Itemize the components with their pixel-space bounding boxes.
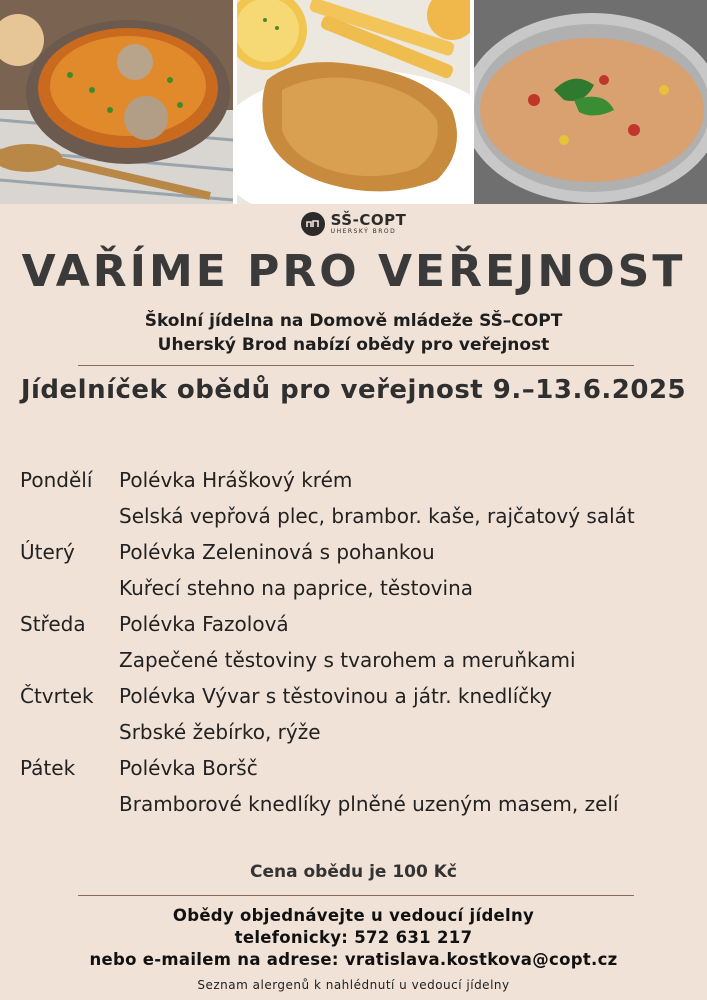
day-label: Pondělí <box>20 468 93 492</box>
main-dish: Zapečené těstoviny s tvarohem a meruňkami <box>119 648 576 672</box>
logo-name: SŠ-COPT <box>330 211 407 229</box>
menu-title: Jídelníček obědů pro veřejnost 9.–13.6.2025 <box>20 375 687 405</box>
main-dish: Bramborové knedlíky plněné uzeným masem, zelí <box>119 792 619 816</box>
soup: Polévka Vývar s těstovinou a játr. knedlíčky <box>119 684 552 708</box>
day-label: Čtvrtek <box>20 684 94 708</box>
schnitzel-photo <box>237 0 470 204</box>
soup: Polévka Boršč <box>119 756 258 780</box>
subtitle <box>0 309 707 357</box>
school-logo <box>0 212 707 236</box>
menu-row <box>20 750 700 786</box>
menu-row <box>20 714 700 750</box>
logo-sub: UHERSKÝ BROD <box>330 228 397 235</box>
day-label: Středa <box>20 612 86 636</box>
allergens-note: Seznam alergenů k nahlédnutí u vedoucí jídelny <box>197 978 510 992</box>
rice-photo <box>474 0 707 204</box>
day-label: Pátek <box>20 756 76 780</box>
order-phone: telefonicky: 572 631 217 <box>234 928 473 947</box>
logo-icon <box>301 212 325 236</box>
menu-row <box>20 786 700 822</box>
subtitle-line: Uherský Brod nabízí obědy pro veřejnost <box>157 335 550 355</box>
day-label: Úterý <box>20 540 75 564</box>
menu-row <box>20 642 700 678</box>
soup-photo <box>0 0 233 204</box>
menu-row <box>20 534 700 570</box>
divider <box>78 365 634 366</box>
soup: Polévka Hráškový krém <box>119 468 353 492</box>
food-photos <box>0 0 707 204</box>
main-dish: Srbské žebírko, rýže <box>119 720 321 744</box>
order-info <box>0 905 707 971</box>
order-line: Obědy objednávejte u vedoucí jídelny <box>172 906 535 925</box>
page-title: VAŘÍME PRO VEŘEJNOST <box>21 246 686 297</box>
weekly-menu <box>20 462 700 822</box>
menu-row <box>20 678 700 714</box>
soup: Polévka Zeleninová s pohankou <box>119 540 435 564</box>
divider <box>78 895 634 896</box>
price-text: Cena obědu je 100 Kč <box>250 862 457 882</box>
order-email: nebo e-mailem na adrese: vratislava.kostkova@copt.cz <box>89 950 618 969</box>
menu-row <box>20 606 700 642</box>
main-dish: Kuřecí stehno na paprice, těstovina <box>119 576 474 600</box>
subtitle-line: Školní jídelna na Domově mládeže SŠ–COPT <box>144 311 563 331</box>
menu-row <box>20 498 700 534</box>
main-dish: Selská vepřová plec, brambor. kaše, rajčatový salát <box>119 504 635 528</box>
menu-row <box>20 462 700 498</box>
menu-row <box>20 570 700 606</box>
soup: Polévka Fazolová <box>119 612 289 636</box>
